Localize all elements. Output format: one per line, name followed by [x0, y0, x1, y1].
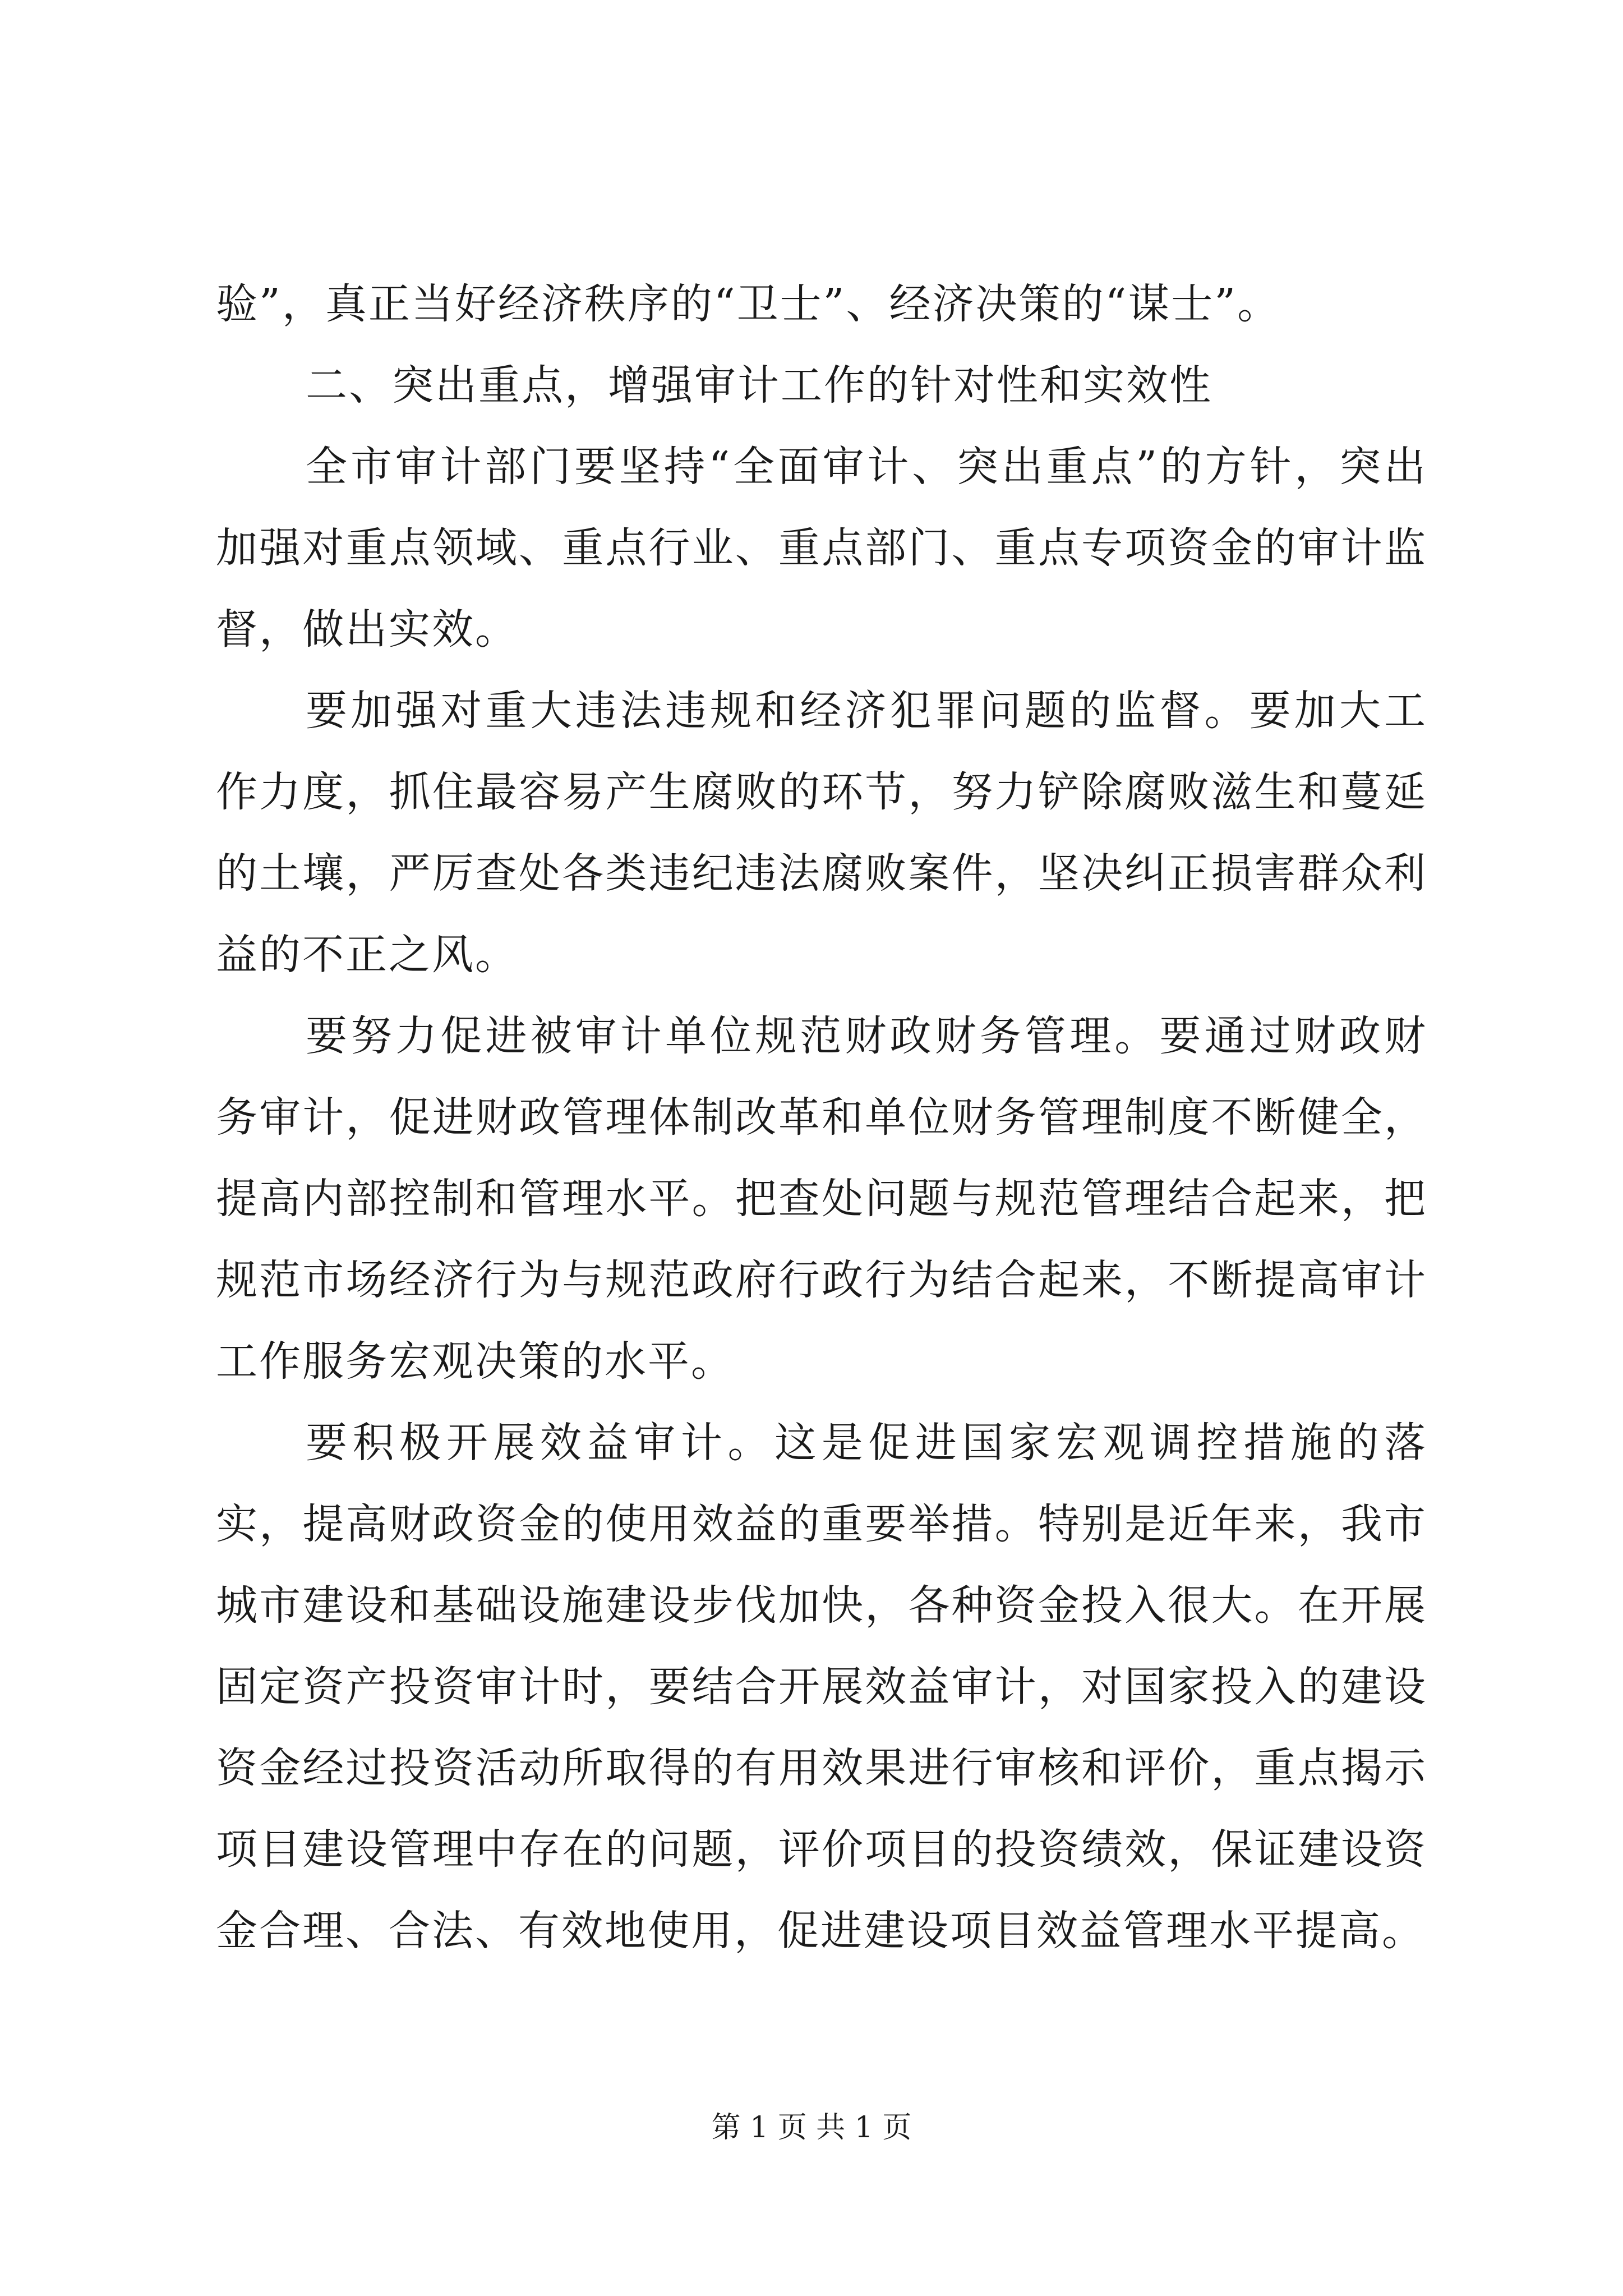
- paragraph: 要努力促进被审计单位规范财政财务管理。要通过财政财务审计，促进财政管理体制改革和单位财务管理制度不断健全，提高内部控制和管理水平。把查处问题与规范管理结合起来，把规范市场经济行为与规范政府行政行为结合起来，不断提高审计工作服务宏观决策的水平。: [216, 1012, 1427, 1386]
- paragraph: 要加强对重大违法违规和经济犯罪问题的监督。要加大工作力度，抓住最容易产生腐败的环节，努力铲除腐败滋生和蔓延的土壤，严厉查处各类违纪违法腐败案件，坚决纠正损害群众利益的不正之风。: [216, 687, 1427, 979]
- section-heading: 二、突出重点，增强审计工作的针对性和实效性: [306, 361, 1212, 409]
- document-body: [216, 264, 1427, 1972]
- paragraph: 要积极开展效益审计。这是促进国家宏观调控措施的落实，提高财政资金的使用效益的重要举措。特别是近年来，我市城市建设和基础设施建设步伐加快，各种资金投入很大。在开展固定资产投资审计时，要结合开展效益审计，对国家投入的建设资金经过投资活动所取得的有用效果进行审核和评价，重点揭示项目建设管理中存在的问题，评价项目的投资绩效，保证建设资金合理、合法、有效地使用，促进建设项目效益管理水平提高。: [216, 1419, 1427, 1955]
- paragraph: 全市审计部门要坚持“全面审计、突出重点”的方针，突出加强对重点领域、重点行业、重点部门、重点专项资金的审计监督，做出实效。: [216, 443, 1427, 654]
- paragraph-continuation: 验”，真正当好经济秩序的“卫士”、经济决策的“谋士”。: [216, 280, 1281, 328]
- page-footer: 第 1 页 共 1 页: [711, 2111, 912, 2145]
